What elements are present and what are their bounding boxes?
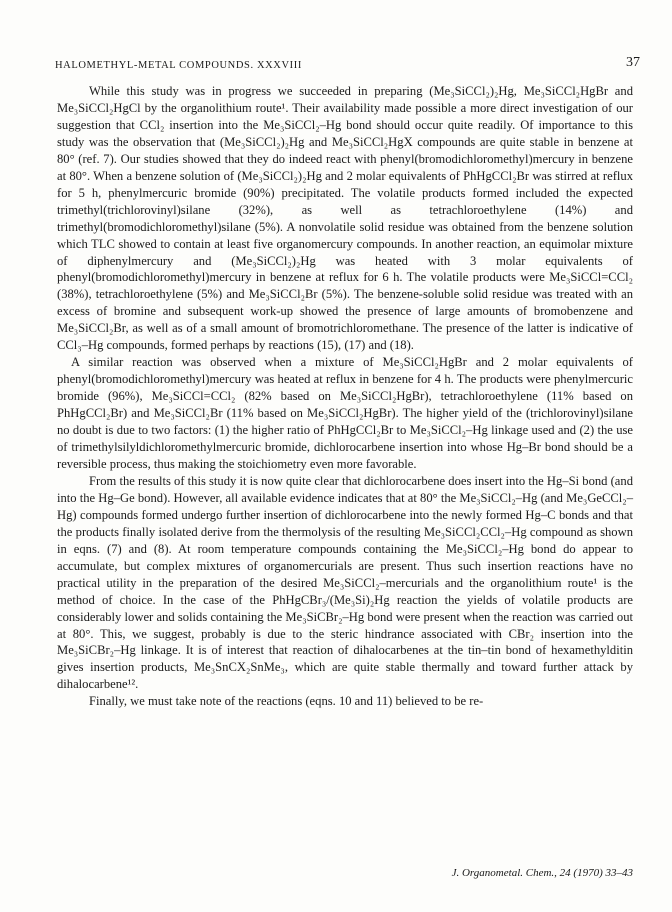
page-number: 37 — [626, 55, 640, 70]
journal-citation: J. Organometal. Chem., 24 (1970) 33–43 — [451, 867, 633, 879]
article-body — [57, 83, 633, 710]
paragraph-3: From the results of this study it is now quite clear that dichlorocarbene does insert into the Hg–Si bond (and into the Hg–Ge bond). However, all available evidence indicates that at 80° the Me₃SiCCl₂–Hg (and Me₃GeCCl₂–Hg) compounds formed undergo further insertion of dichlorocarbene into the newly formed Hg–C bonds and that the products finally isolated derive from the thermolysis of the resulting Me₃SiCCl₂CCl₂–Hg compound as shown in eqns. (7) and (8). At room temperature compounds containing the Me₃SiCCl₂–Hg bond do appear to accumulate, but complex mixtures of organomercurials are present. Thus such insertion reactions have no practical utility in the preparation of the desired Me₃SiCCl₂–mercurials and the organolithium route¹ is the method of choice. In the case of the PhHgCBr₃/(Me₃Si)₂Hg reaction the yields of volatile products are considerably lower and solids containing the Me₃SiCBr₂–Hg bond were present when the reaction was carried out at 80°. This, we suggest, probably is due to the steric hindrance associated with CBr₂ insertion into the Me₃SiCBr₂–Hg linkage. It is of interest that reaction of dihalocarbenes at the tin–tin bond of hexamethylditin gives insertion products, Me₃SnCX₂SnMe₃, which are quite stable thermally and toward further attack by dihalocarbene¹². — [57, 473, 633, 692]
running-title: HALOMETHYL-METAL COMPOUNDS. XXXVIII — [55, 60, 302, 71]
paragraph-4: Finally, we must take note of the reactions (eqns. 10 and 11) believed to be re- — [89, 694, 484, 709]
paragraph-1: While this study was in progress we succeeded in preparing (Me₃SiCCl₂)₂Hg, Me₃SiCCl₂HgBr and Me₃SiCCl₂HgCl by the organolithium route¹. Their availability made possible a more direct investigation of our suggestion that CCl₂ insertion into the Me₃SiCCl₂–Hg bond should occur quite readily. Of importance to this study was the observation that (Me₃SiCCl₂)₂Hg and Me₃SiCCl₂HgX compounds are quite stable in benzene at 80° (ref. 7). Our studies showed that they do indeed react with phenyl(bromodichloromethyl)mercury in benzene at 80°. When a benzene solution of (Me₃SiCCl₂)₂Hg and 2 molar equivalents of PhHgCCl₂Br was stirred at reflux for 5 h, phenylmercuric bromide (90%) precipitated. The volatile products formed included the expected trimethyl(trichlorovinyl)silane (32%), as well as tetrachloroethylene (14%) and trimethyl(bromodichloromethyl)silane (5%). A nonvolatile solid residue was obtained from the benzene solution which TLC showed to contain at least five organomercury compounds. In another reaction, an equimolar mixture of diphenylmercury and (Me₃SiCCl₂)₂Hg was heated with 3 molar equivalents of phenyl(bromodichloromethyl)mercury in benzene at reflux for 6 h. The volatile products were Me₃SiCCl=CCl₂ (38%), tetrachloroethylene (5%) and Me₃SiCCl₂Br (5%). The benzene-soluble solid residue was treated with an excess of bromine and subsequent work-up showed the presence of large amounts of bromobenzene and Me₃SiCCl₂Br, as well as of a small amount of bromotrichloromethane. The presence of the latter is indicative of CCl₃–Hg compounds, formed perhaps by reactions (15), (17) and (18). — [57, 84, 633, 353]
paragraph-2: A similar reaction was observed when a mixture of Me₃SiCCl₂HgBr and 2 molar equivalents of phenyl(bromodichloromethyl)mercury was heated at reflux in benzene for 4 h. The products were phenylmercuric bromide (96%), Me₃SiCCl=CCl₂ (82% based on Me₃SiCCl₂HgBr), tetrachloroethylene (11% based on PhHgCCl₂Br) and Me₃SiCCl₂Br (11% based on Me₃SiCCl₂HgBr). The higher yield of the (trichlorovinyl)silane no doubt is due to two factors: (1) the higher ratio of PhHgCCl₂Br to Me₃SiCCl₂–Hg linkage used and (2) the use of trimethylsilyldichloromethylmercuric bromide, dichlorocarbene insertion into whose Hg–Br bond should be a reversible process, thus making the stoichiometry even more favorable. — [57, 355, 633, 471]
